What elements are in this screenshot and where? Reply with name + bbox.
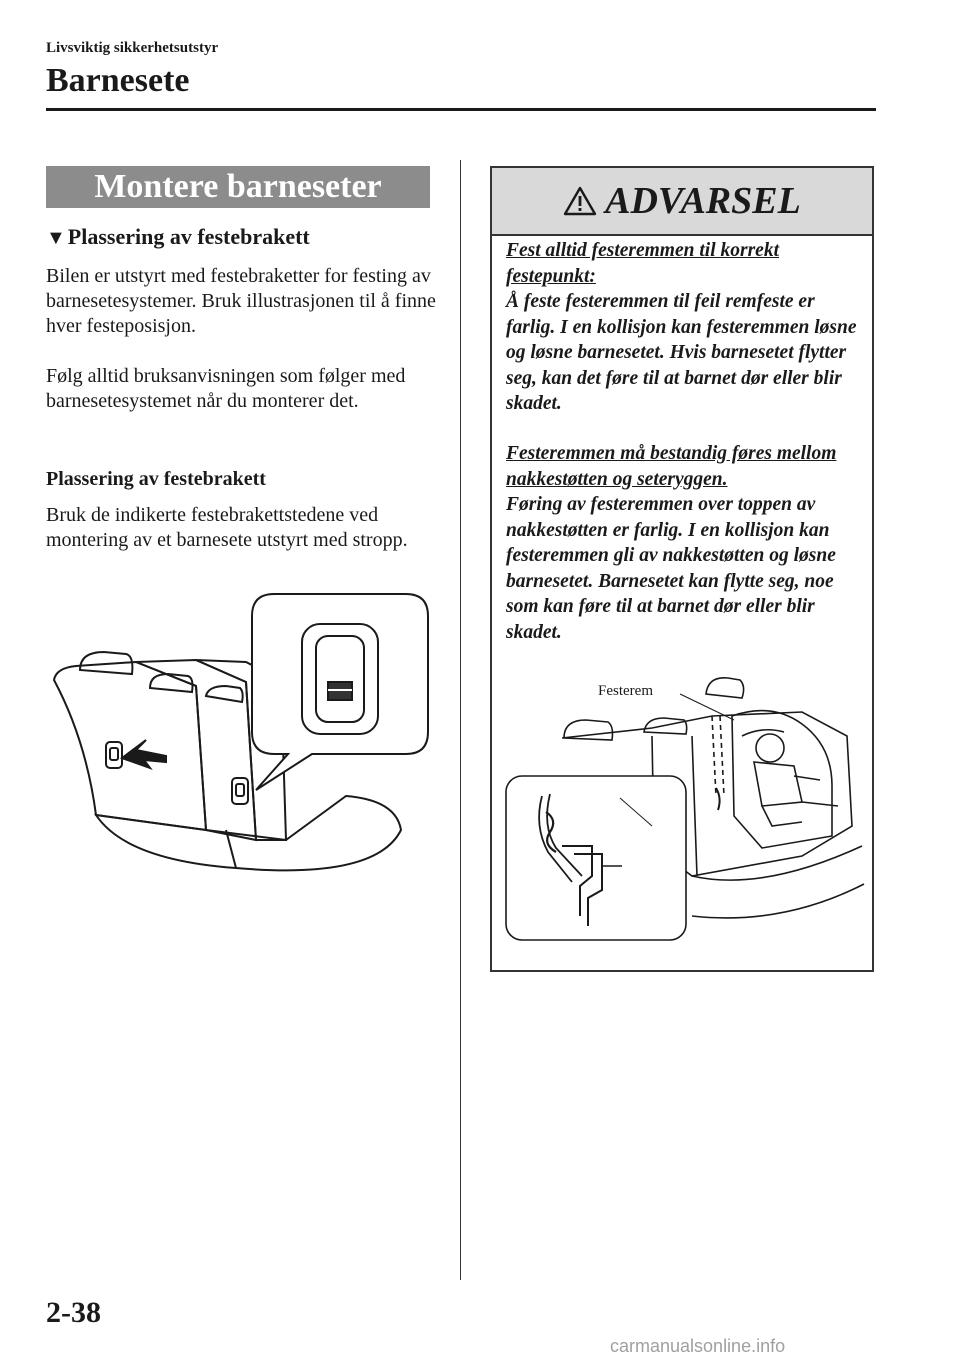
section-banner: Montere barneseter: [46, 166, 430, 208]
page-title: Barnesete: [46, 62, 190, 99]
warning-header: [492, 168, 872, 236]
bold-label: Plassering av festebrakett: [46, 468, 266, 490]
column-divider: [460, 160, 461, 1280]
warning-heading-1: Fest alltid festeremmen til korrekt festepunkt:: [506, 240, 779, 287]
warning-box: [490, 166, 874, 972]
warning-body-2: Føring av festeremmen over toppen av nakkestøtten er farlig. I en kollisjon kan festeremmen gli av nakkestøtten og løsne barnesetet. Barnesetet kan flytte seg, noe som kan føre til at barnet dør eller blir skadet.: [506, 494, 836, 643]
watermark: carmanualsonline.info: [610, 1336, 786, 1356]
warning-heading-2: Festeremmen må bestandig føres mellom nakkestøtten og seteryggen.: [506, 443, 837, 490]
page-number: 2-38: [46, 1296, 101, 1329]
rear-seat-illustration: [46, 590, 436, 890]
subheading: [46, 224, 310, 250]
tether-strap-illustration: [502, 676, 866, 948]
paragraph-1: Bilen er utstyrt med festebraketter for festing av barnesetesystemer. Bruk illustrasjonen til å finne hver festeposisjon.: [46, 265, 436, 337]
warning-title: ADVARSEL: [605, 180, 801, 222]
triangle-bullet-icon: ▼: [46, 227, 66, 249]
paragraph-2: Følg alltid bruksanvisningen som følger med barnesetesystemet når du monterer det.: [46, 365, 406, 412]
paragraph-3: Bruk de indikerte festebrakettstedene ved montering av et barnesete utstyrt med stropp.: [46, 504, 408, 551]
label-festerem: Festerem: [598, 683, 653, 699]
title-rule: [46, 108, 876, 111]
warning-body-1: Å feste festeremmen til feil remfeste er farlig. I en kollisjon kan festeremmen løsne og løsne barnesetet. Hvis barnesetet flytter seg, kan det føre til at barnet dør eller blir skadet.: [506, 291, 857, 414]
warning-triangle-icon: [563, 185, 597, 217]
subheading-text: Plassering av festebrakett: [67, 224, 310, 249]
section-label: Livsviktig sikkerhetsutstyr: [46, 40, 219, 56]
